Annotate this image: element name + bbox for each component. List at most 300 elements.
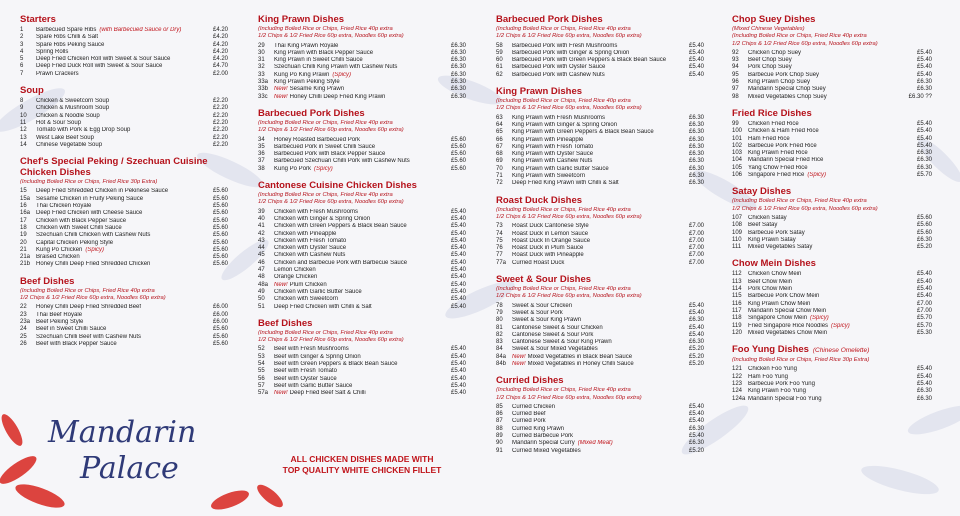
item-number: 107: [732, 214, 743, 221]
item-price: £5.40: [688, 309, 704, 316]
item-name: Braised Chicken: [36, 254, 80, 261]
menu-item: [732, 374, 932, 381]
item-name: Pork Chop Suey: [748, 64, 792, 71]
item-name-wrap: [36, 341, 206, 348]
item-price: £5.60: [212, 224, 228, 231]
item-price: £5.40: [450, 353, 466, 360]
menu-item: [496, 129, 704, 136]
item-note: (Spicy): [831, 322, 850, 329]
menu-item: [258, 151, 466, 158]
item-name: Chicken & Ham Fried Rice: [748, 128, 819, 135]
menu-item: [496, 426, 704, 433]
section-note: (Including Boiled Rice or Chips, Fried Rice 40p extra: [496, 387, 631, 394]
item-name: King Prawn with Garlic Butter Sauce: [512, 165, 609, 172]
item-name: Deep Fried Chicken with Cheese Sauce: [36, 210, 143, 217]
section-note: (Including Boiled Rice or Chips, Fried Rice 40p extra: [496, 26, 631, 32]
item-number: 63: [496, 114, 503, 121]
item-name-wrap: [274, 346, 444, 353]
item-number: 90: [496, 440, 503, 447]
item-list: [258, 346, 466, 397]
item-name-wrap: [36, 261, 206, 268]
menu-item: [496, 57, 704, 64]
item-name: Barbecued Spare Ribs: [36, 27, 97, 33]
section-title-text: Sweet & Sour Dishes: [496, 274, 592, 286]
item-name-wrap: [274, 57, 444, 64]
section-note: (Including Boiled Rice or Chips, Fried Rice 40p extra: [732, 33, 867, 40]
section-note: (Mixed Chinese Vegetables): [732, 26, 805, 32]
item-name: Spring Rolls: [36, 48, 69, 55]
section-note: 1/2 Chips & 1/2 Fried Rice 60p extra, Noodles 60p extra): [258, 33, 404, 40]
menu-item: [20, 56, 228, 63]
item-name: Barbecued Szechuan Chilli Pork with Cashew Nuts: [274, 158, 410, 165]
menu-item: [258, 86, 466, 93]
section-note: 1/2 Chips & 1/2 Fried Rice 60p extra, Noodles 60p extra): [258, 337, 404, 344]
item-name: Tomato with Pork & Egg Drop Soup: [36, 127, 131, 134]
item-name: King Prawn Chop Suey: [748, 79, 811, 86]
menu-item: [496, 346, 704, 353]
menu-item: [732, 286, 932, 293]
menu-item: [496, 151, 704, 158]
menu-section: [258, 318, 466, 398]
item-name: Roast Duck Cantonese Style: [512, 223, 589, 230]
item-price: £5.40: [916, 120, 932, 127]
item-number: 95: [732, 71, 739, 78]
item-number: 46: [258, 259, 265, 266]
menu-item: [20, 312, 228, 319]
section-note: (Including Boiled Rice or Chips, Fried Rice 40p extra: [496, 98, 631, 105]
item-number: 58: [496, 42, 503, 49]
menu-item: [496, 223, 704, 230]
item-name: Mandarin Special Curry: [512, 440, 575, 447]
item-name: King Prawn with Oyster Sauce: [512, 151, 594, 158]
menu-column-4: [732, 14, 932, 410]
item-price: £5.40: [688, 403, 704, 410]
item-price: £5.40: [450, 274, 466, 281]
item-number: 38: [258, 165, 265, 172]
item-price: £5.40: [688, 331, 704, 338]
item-name: Mixed Vegetables in Black Bean Sauce: [527, 353, 633, 360]
menu-item: [20, 105, 228, 112]
item-name: King Prawn Foo Yung: [748, 388, 806, 395]
menu-item: [732, 121, 932, 128]
item-price: £7.00: [688, 252, 704, 259]
item-name-wrap: [274, 151, 444, 158]
item-name: Ham Foo Yung: [748, 373, 788, 380]
item-name-wrap: [512, 339, 682, 346]
item-price: £5.40: [450, 223, 466, 230]
menu-section: [732, 258, 932, 337]
menu-item: [258, 296, 466, 303]
item-price: £5.20: [688, 447, 704, 454]
menu-item: [496, 310, 704, 317]
menu-section: [732, 344, 932, 403]
item-name-wrap: [274, 260, 444, 267]
item-name-wrap: [512, 173, 682, 180]
section-title-extra: (Chinese Omelette): [812, 347, 870, 355]
item-name: Barbecue Pork Chop Suey: [748, 71, 820, 78]
item-price: £6.30: [688, 136, 704, 143]
section-title-text: Starters: [20, 14, 56, 25]
menu-item: [20, 232, 228, 239]
menu-column-1: [20, 14, 228, 355]
menu-item: [732, 150, 932, 157]
item-number: 110: [732, 236, 742, 243]
item-name: Barbecue Pork Satay: [748, 229, 805, 236]
item-name-wrap: [512, 245, 682, 252]
item-price: £6.30 ??: [908, 93, 932, 100]
item-name: Prawn Crackers: [36, 70, 79, 77]
menu-item: [20, 196, 228, 203]
item-name-wrap: [274, 282, 444, 289]
item-price: £6.00: [212, 318, 228, 325]
item-number: 20: [20, 239, 27, 246]
item-number: 60: [496, 57, 503, 64]
item-name-wrap: [748, 64, 910, 71]
menu-item: [258, 166, 466, 173]
item-name: Beef with Green Peppers & Black Bean Sauce: [274, 360, 398, 367]
item-name: Spare Ribs Chilli & Salt: [36, 34, 99, 41]
item-number: 88: [496, 425, 503, 432]
item-number: 54: [258, 360, 265, 367]
item-name-wrap: [274, 376, 444, 383]
item-name-wrap: [512, 166, 682, 173]
item-name: King Prawn with Sweetcorn: [512, 173, 586, 180]
item-price: £5.40: [450, 208, 466, 215]
item-price: £5.40: [450, 390, 466, 397]
menu-item: [258, 383, 466, 390]
item-price: £7.00: [688, 245, 704, 252]
section-title: [732, 344, 932, 356]
item-name: Chicken & Mushroom Soup: [36, 105, 110, 112]
menu-item: [732, 86, 932, 93]
item-price: £6.30: [688, 129, 704, 136]
item-number: 5: [20, 56, 24, 63]
item-number: 84b: [496, 360, 507, 367]
item-number: 117: [732, 307, 742, 314]
item-number: 101: [732, 135, 743, 142]
item-name: Barbecued Pork with Green Peppers & Black Bean Sauce: [512, 57, 667, 64]
item-name: Beef with Ginger & Spring Onion: [274, 353, 361, 360]
item-name: Curried Roast Duck: [512, 259, 565, 266]
item-price: £5.60: [450, 136, 466, 143]
item-name-wrap: [512, 129, 682, 136]
menu-item: [20, 225, 228, 232]
item-number: 124a: [732, 395, 746, 402]
item-price: £5.40: [688, 324, 704, 331]
item-name-wrap: [274, 231, 444, 238]
item-name-wrap: [748, 72, 910, 79]
item-number: 13: [20, 134, 27, 141]
menu-item: [732, 136, 932, 143]
menu-item: [496, 303, 704, 310]
item-name-wrap: [274, 166, 444, 173]
item-price: £6.30: [688, 114, 704, 121]
menu-section: [732, 14, 932, 101]
item-name-wrap: [512, 223, 682, 230]
item-number: 65: [496, 129, 503, 136]
item-name-wrap: [512, 332, 682, 339]
item-name-wrap: [274, 94, 444, 101]
item-number: 25: [20, 333, 27, 340]
item-name-wrap: [512, 433, 682, 440]
menu-item: [258, 260, 466, 267]
item-price: £5.40: [450, 267, 466, 274]
section-note: 1/2 Chips & 1/2 Fried Rice 60p extra, Noodles 60p extra): [496, 105, 642, 112]
section-title: [496, 375, 704, 386]
menu-item: [496, 448, 704, 455]
item-number: 16: [20, 203, 27, 210]
section-title: [20, 85, 228, 96]
item-name-wrap: [274, 289, 444, 296]
item-price: £6.30: [688, 440, 704, 447]
item-name-wrap: [36, 42, 206, 49]
item-number: 59: [496, 49, 503, 56]
section-title: [732, 14, 932, 25]
item-name-wrap: [36, 210, 206, 217]
item-name: Deep Fried King Prawn with Chilli & Salt: [512, 180, 619, 187]
menu-item: [732, 323, 932, 330]
item-name: Szechuan Chilli King Prawn with Cashew Nuts: [274, 64, 398, 71]
item-name: Honey Chilli Deep Fried Shredded Beef: [36, 304, 142, 311]
menu-item: [20, 71, 228, 78]
item-price: £7.00: [688, 259, 704, 266]
section-note: (Including Boiled Rice or Chips, Fried Rice 40p extra: [258, 119, 393, 126]
menu-item: [258, 274, 466, 281]
item-name: Fried Singapore Rice Noodles: [748, 322, 829, 329]
new-badge: New!: [274, 390, 288, 397]
item-name: King Prawn with Fresh Mushrooms: [512, 114, 606, 121]
menu-item: [732, 165, 932, 172]
item-price: £5.60: [916, 222, 932, 229]
item-number: 119: [732, 322, 742, 329]
menu-item: [732, 330, 932, 337]
item-name-wrap: [274, 86, 444, 93]
item-price: £5.40: [450, 252, 466, 259]
menu-item: [258, 209, 466, 216]
section-note: (Including Boiled Rice or Chips, Fried Rice 40p extra: [258, 329, 393, 336]
item-name: Mixed Vegetables Chow Mein: [748, 329, 828, 336]
item-name-wrap: [512, 361, 682, 368]
new-badge: New!: [274, 86, 288, 93]
item-price: £5.40: [450, 281, 466, 288]
item-number: 114: [732, 286, 742, 293]
item-price: £5.60: [212, 217, 228, 224]
menu-item: [732, 301, 932, 308]
item-price: £6.30: [916, 157, 932, 164]
item-number: 33c: [258, 93, 268, 100]
item-number: 103: [732, 150, 743, 157]
section-note: 1/2 Chips & 1/2 Fried Rice 60p extra, Noodles 60p extra): [496, 293, 642, 300]
item-name: Beef Chop Suey: [748, 57, 792, 64]
item-name: West Lake Beef Soup: [36, 134, 94, 141]
item-name-wrap: [274, 383, 444, 390]
item-name: Chicken Satay: [748, 214, 787, 221]
item-number: 71: [496, 173, 503, 180]
item-price: £5.40: [450, 368, 466, 375]
section-title-text: Beef Dishes: [20, 275, 75, 287]
menu-item: [496, 354, 704, 361]
item-name: Roast Duck with Pineapple: [512, 252, 584, 259]
item-name-wrap: [748, 388, 910, 395]
item-name: Lemon Chicken: [274, 267, 316, 274]
item-name-wrap: [36, 319, 206, 326]
section-title-text: Satay Dishes: [732, 186, 792, 198]
item-name: Chicken Chow Mein: [748, 271, 802, 278]
menu-item: [732, 57, 932, 64]
item-name-wrap: [36, 334, 206, 341]
item-name: Deep Fried Duck Roll with Sweet & Sour Sauce: [36, 63, 163, 70]
item-number: 16a: [20, 210, 31, 217]
menu-item: [732, 157, 932, 164]
item-name-wrap: [274, 144, 444, 151]
menu-item: [732, 172, 932, 179]
item-name-wrap: [748, 86, 910, 93]
item-price: £5.40: [450, 259, 466, 266]
item-name: Roast Duck In Orange Sauce: [512, 237, 591, 244]
item-number: 29: [258, 42, 265, 49]
item-number: 78: [496, 302, 503, 309]
item-name-wrap: [36, 120, 206, 127]
menu-item: [258, 376, 466, 383]
item-number: 56: [258, 375, 265, 382]
item-name-wrap: [748, 50, 910, 57]
item-number: 34: [258, 136, 265, 143]
item-name-wrap: [748, 286, 910, 293]
item-name-wrap: [512, 448, 682, 455]
item-name: Honey Chilli Deep Fried King Prawn: [289, 93, 386, 100]
menu-item: [732, 381, 932, 388]
item-name-wrap: [748, 150, 910, 157]
item-name-wrap: [748, 366, 910, 373]
item-price: £5.60: [212, 239, 228, 246]
item-name-wrap: [512, 260, 682, 267]
menu-item: [20, 210, 228, 217]
menu-item: [496, 64, 704, 71]
item-price: £6.00: [212, 311, 228, 318]
item-name-wrap: [512, 158, 682, 165]
menu-item: [20, 120, 228, 127]
item-price: £5.40: [450, 296, 466, 303]
menu-section: [20, 276, 228, 348]
item-number: 84a: [496, 353, 507, 360]
item-price: £5.40: [916, 49, 932, 56]
item-name-wrap: [748, 165, 910, 172]
item-price: £2.20: [212, 112, 228, 119]
item-number: 109: [732, 229, 743, 236]
item-number: 92: [732, 49, 739, 56]
item-price: £5.40: [450, 360, 466, 367]
item-price: £5.40: [688, 411, 704, 418]
item-name: Deep Fried Chicken Roll with Sweet & Sour Sauce: [36, 56, 171, 63]
item-number: 67: [496, 143, 503, 150]
logo-line-1: Mandarin: [48, 415, 197, 450]
item-number: 64: [496, 121, 503, 128]
item-number: 2: [20, 34, 24, 41]
section-note: (Including Boiled Rice or Chips, Fried Rice 40p extra: [496, 206, 631, 213]
menu-item: [496, 260, 704, 267]
item-number: 41: [258, 223, 265, 230]
item-name: Chicken & Noodle Soup: [36, 112, 100, 119]
item-price: £6.30: [688, 173, 704, 180]
menu-column-3: [496, 14, 704, 462]
item-number: 37: [258, 158, 265, 165]
item-number: 87: [496, 418, 503, 425]
item-name-wrap: [512, 325, 682, 332]
section-note: 1/2 Chips & 1/2 Fried Rice 60p extra, Noodles 60p extra): [258, 199, 404, 206]
item-number: 33b: [258, 86, 269, 93]
item-name: Barbecued Pork with Fresh Mushrooms: [512, 42, 618, 49]
item-name-wrap: [274, 72, 444, 79]
item-list: [732, 50, 932, 101]
menu-section: [496, 274, 704, 368]
item-number: 70: [496, 165, 503, 172]
item-name: Chicken with Garlic Butter Sauce: [274, 288, 362, 295]
menu-section: [496, 14, 704, 79]
item-number: 23a: [20, 318, 31, 325]
item-number: 77a: [496, 259, 507, 266]
item-name-wrap: [36, 63, 206, 70]
menu-item: [496, 43, 704, 50]
menu-item: [258, 231, 466, 238]
item-price: £5.60: [212, 326, 228, 333]
item-note: (Mixed Meat): [577, 440, 613, 447]
item-price: £5.40: [450, 288, 466, 295]
item-name: King Prawn in Sweet Chilli Sauce: [274, 57, 363, 64]
item-number: 68: [496, 151, 503, 158]
menu-item: [258, 238, 466, 245]
item-number: 24: [20, 326, 27, 333]
section-title-text: Chop Suey Dishes: [732, 14, 816, 25]
item-number: 82: [496, 331, 503, 338]
item-number: 44: [258, 245, 265, 252]
item-name: Kung Po Pork: [274, 165, 312, 172]
item-price: £5.40: [688, 42, 704, 49]
menu-item: [732, 244, 932, 251]
item-number: 104: [732, 157, 743, 164]
item-name: Mandarin Special Chow Mein: [748, 307, 827, 314]
menu-item: [732, 215, 932, 222]
menu-item: [732, 396, 932, 403]
item-name: Chicken Fried Rice: [748, 120, 799, 127]
item-name-wrap: [274, 252, 444, 259]
item-name: King Prawn Fried Rice: [748, 150, 808, 157]
menu-item: [732, 143, 932, 150]
menu-item: [258, 354, 466, 361]
item-price: £6.30: [688, 165, 704, 172]
item-number: 124: [732, 388, 743, 395]
item-number: 39: [258, 208, 265, 215]
menu-item: [496, 50, 704, 57]
item-number: 4: [20, 48, 24, 55]
item-name: Barbecue Pork Fried Rice: [748, 142, 817, 149]
menu-item: [20, 304, 228, 311]
item-name-wrap: [748, 136, 910, 143]
item-name: Singapore Fried Rice: [748, 172, 805, 179]
item-price: £6.00: [212, 304, 228, 311]
item-price: £5.40: [916, 271, 932, 278]
item-price: £6.30: [688, 121, 704, 128]
item-number: 55: [258, 368, 265, 375]
section-title: [496, 274, 704, 285]
item-price: £5.60: [450, 158, 466, 165]
menu-item: [496, 231, 704, 238]
item-number: 111: [732, 244, 742, 251]
item-price: £5.60: [212, 261, 228, 268]
item-name: Chicken Foo Yung: [748, 366, 797, 373]
item-name-wrap: [274, 43, 444, 50]
section-title-text: Chef's Special Peking / Szechuan Cuisine Chicken Dishes: [20, 156, 208, 179]
item-number: 15a: [20, 195, 31, 202]
